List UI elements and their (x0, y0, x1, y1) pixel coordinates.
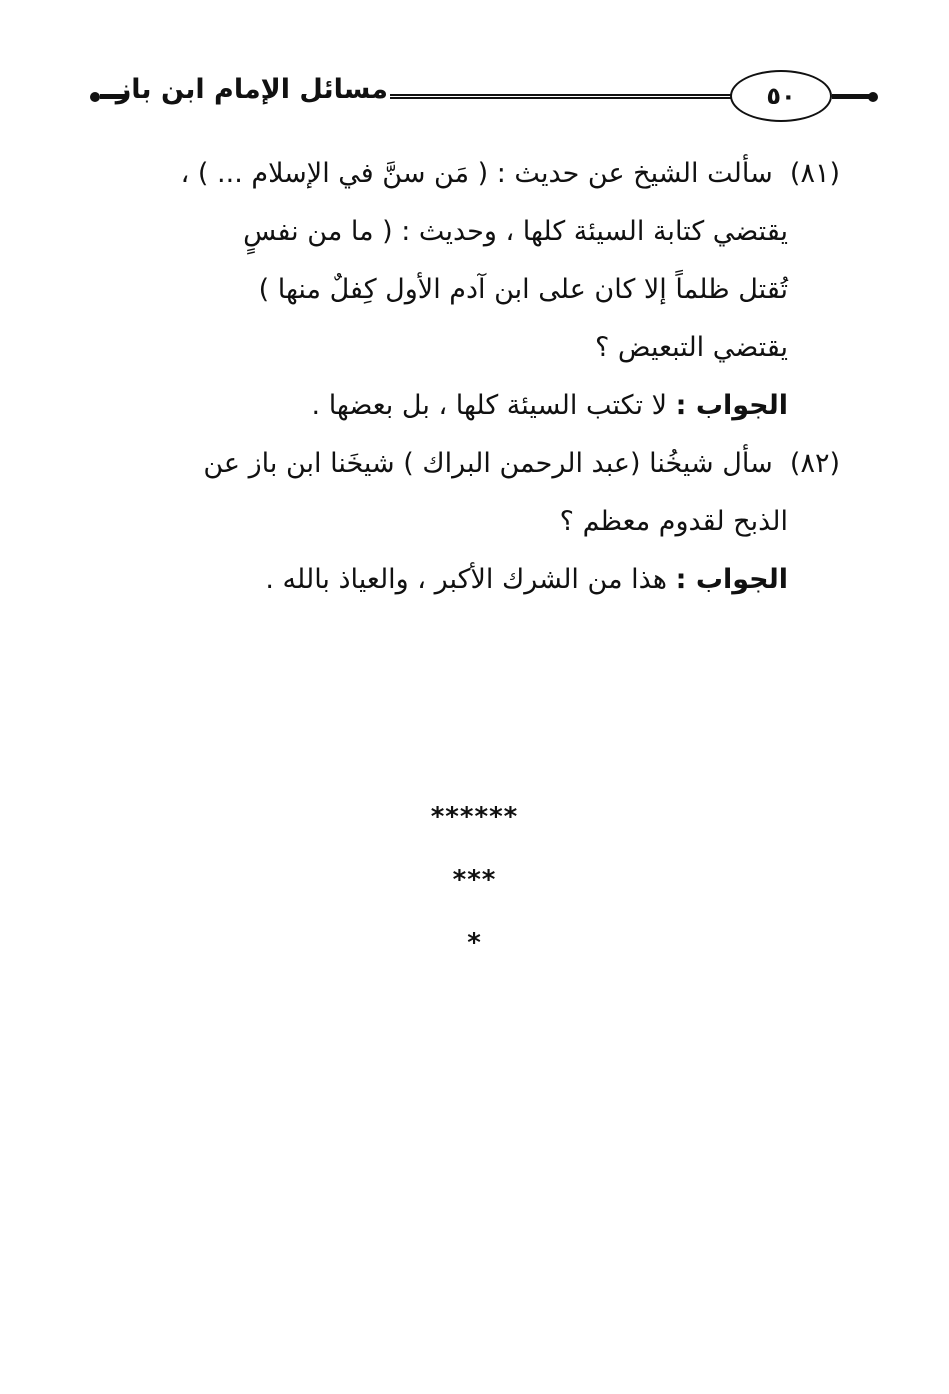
header-dot-right (868, 92, 878, 102)
question-81 (118, 145, 840, 435)
answer-label: الجواب : (675, 564, 788, 595)
question-first-line (118, 435, 840, 493)
question-text: سألت الشيخ عن حديث : ( مَن سنَّ في الإسلام ... ) ، (180, 158, 773, 189)
header-rule-middle (390, 94, 732, 99)
question-first-line (118, 145, 840, 203)
question-text-line: يقتضي كتابة السيئة كلها ، وحديث : ( ما من نفسٍ (243, 216, 788, 247)
answer-line (118, 551, 840, 609)
question-number: (٨١) (789, 158, 840, 189)
header-rule-right (832, 94, 870, 99)
question-text-line: الذبح لقدوم معظم ؟ (559, 506, 788, 537)
question-82 (118, 435, 840, 609)
separator-stars-row-1: ****** (430, 802, 519, 832)
question-number: (٨٢) (789, 448, 840, 479)
separator-stars-row-3: * (467, 928, 482, 958)
answer-line (118, 377, 840, 435)
page-number (730, 70, 832, 122)
page-number-text: ٥٠ (766, 82, 796, 110)
answer-text: لا تكتب السيئة كلها ، بل بعضها . (311, 390, 668, 421)
answer-label: الجواب : (675, 390, 788, 421)
question-text: سأل شيخُنا (عبد الرحمن البراك ) شيخَنا ابن باز عن (203, 448, 773, 479)
question-text-line: تُقتل ظلماً إلا كان على ابن آدم الأول كِفلٌ منها ) (258, 274, 788, 305)
book-title: مسائل الإمام ابن باز (115, 74, 388, 105)
header-dot-left (90, 92, 100, 102)
separator-stars-row-2: *** (452, 865, 497, 895)
answer-text: هذا من الشرك الأكبر ، والعياذ بالله . (265, 564, 668, 595)
question-text-line: يقتضي التبعيض ؟ (594, 332, 788, 363)
page-header (90, 66, 880, 128)
